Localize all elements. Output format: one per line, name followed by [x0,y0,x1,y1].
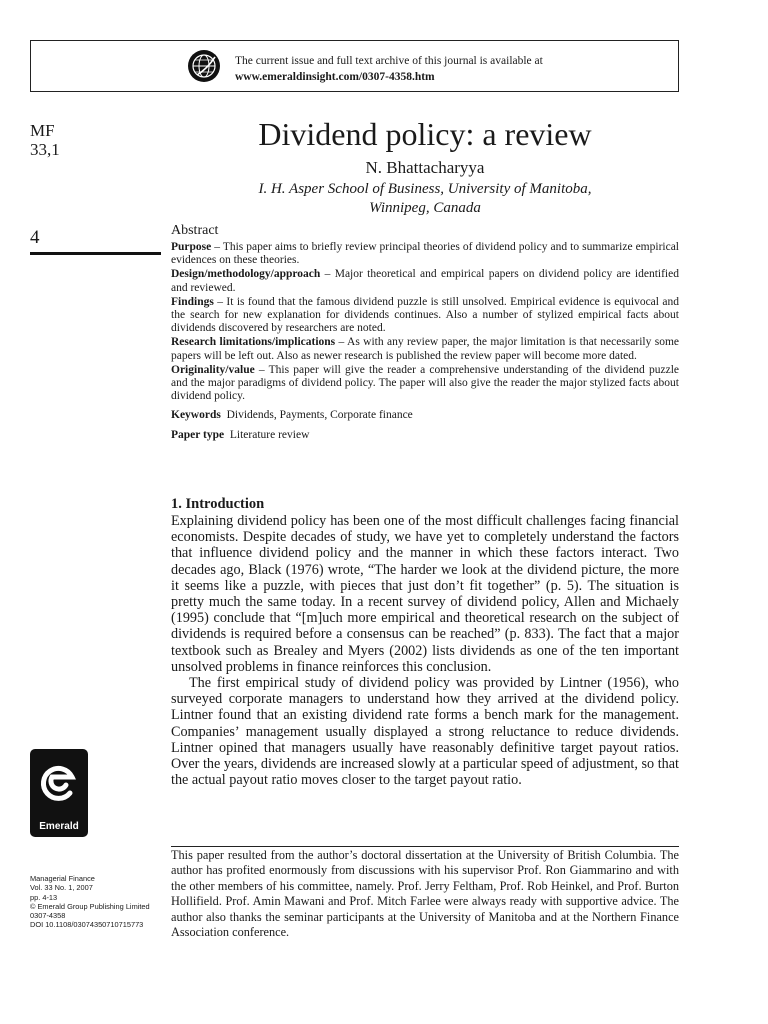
meta-doi: DOI 10.1108/03074350710715773 [30,920,144,930]
introduction-paragraph: Explaining dividend policy has been one of the most difficult challenges facing financial economists. Despite decades of study, we have yet to completely understand the factors that influence dividend policy and the manner in which these factors interact. Two decades ago, Black (1976) wrote, “The harder we look at the dividend picture, the more it seems like a puzzle, with pieces that just don’t fit together” (p. 5). The situation is pretty much the same today. In a recent survey of dividend policy, Allen and Michaely (1995) conclude that “[m]uch more empirical and theoretical research on the subject of dividends is required before a consensus can be reached” (p. 833). The fact that a major textbook such as Brealey and Myers (2002) lists dividends as one of the ten important unsolved problems in finance reinforces this conclusion. [171,513,679,675]
introduction-section [171,496,679,788]
abstract-heading: Abstract [171,223,219,238]
affiliation-line: I. H. Asper School of Business, University of Manitoba, [258,181,592,197]
design-label: Design/methodology/approach [171,268,321,281]
meta-copyright: © Emerald Group Publishing Limited [30,901,150,911]
limitations-label: Research limitations/implications [171,336,336,349]
journal-volume: 33,1 [30,140,60,159]
affiliation-line: Winnipeg, Canada [369,200,481,216]
journal-url-link[interactable]: www.emeraldinsight.com/0307-4358.htm [235,71,435,83]
article-title: Dividend policy: a review [258,116,592,152]
originality-text: – This paper will give the reader a comprehensive understanding of the dividend puzzle and the major paradigms of dividend policy. The paper will also give the reader the major stylized facts about dividend policy. [171,363,679,403]
abstract-section [171,222,679,444]
globe-icon [187,49,221,83]
journal-abbrev: MF [30,121,55,140]
author-affiliation [171,180,679,218]
abstract-paper-type [171,427,679,443]
introduction-paragraph: The first empirical study of dividend policy was provided by Lintner (1956), who surveyed corporate managers to understand how they arrived at the dividend policy. Lintner found that an existing dividend rate forms a bench mark for the management. Companies’ management usually displayed a strong reluctance to reduce dividends. Lintner opined that managers usually have reasonably definitive target payout ratios. Over the years, dividends are increased slowly at a particular speed of adjustment, so that the actual payout ratio moves closer to the target payout ratio. [171,675,679,789]
journal-code [30,121,60,159]
design-text: – Major theoretical and empirical papers on dividend policy are identified and reviewed. [171,268,679,294]
meta-issn: 0307-4358 [30,911,66,921]
abstract-keywords [171,407,679,423]
meta-pages: pp. 4-13 [30,892,58,902]
abstract-purpose [171,241,679,267]
emerald-logo-icon [30,749,88,837]
findings-label: Findings [171,295,214,308]
footnote-divider [171,846,679,847]
meta-journal: Managerial Finance [30,874,95,883]
page-number-rule [30,252,161,255]
abstract-originality [171,364,679,404]
limitations-text: – As with any review paper, the major limitation is that necessarily some papers will be left out. Also as newer research is published the review paper will become more dated. [171,336,679,362]
page-number: 4 [30,227,40,248]
abstract-design [171,268,679,294]
acknowledgement-footnote: This paper resulted from the author’s doctoral dissertation at the University of British Columbia. The author has profited enormously from discussions with his supervisor Prof. Ron Giammarino and with the other members of his committee, namely. Prof. Jerry Feltham, Prof. Rob Heinkel, and Prof. Burton Hollifield. Prof. Amin Mawani and Prof. Mitch Farlee were always ready with supportive advice. The author also thanks the seminar participants at the University of Manitoba and at the Northern Finance Association conference. [171,848,679,940]
keywords-label: Keywords [171,409,221,422]
findings-text: – It is found that the famous dividend puzzle is still unsolved. Empirical evidence is equivocal and the search for new explanation for dividends continues. Also a number of stylized empirical facts about dividends discovered by researchers are noted. [171,295,679,335]
abstract-limitations [171,336,679,362]
emerald-swirl-icon [30,749,88,819]
author-name: N. Bhattacharyya [365,158,485,177]
keywords-text: Dividends, Payments, Corporate finance [226,409,413,422]
originality-label: Originality/value [171,363,255,376]
publication-metadata [30,874,170,930]
abstract-findings [171,296,679,336]
logo-wordmark: Emerald [39,821,79,832]
banner-text: The current issue and full text archive of this journal is available at [235,55,543,67]
journal-availability-banner [30,40,679,92]
meta-issue: Vol. 33 No. 1, 2007 [30,883,93,893]
purpose-text: – This paper aims to briefly review principal theories of dividend policy and to summarize empirical evidences on these theories. [171,241,679,267]
paper-type-label: Paper type [171,429,225,442]
paper-type-text: Literature review [229,429,310,442]
introduction-heading: 1. Introduction [171,496,265,512]
purpose-label: Purpose [171,241,212,253]
